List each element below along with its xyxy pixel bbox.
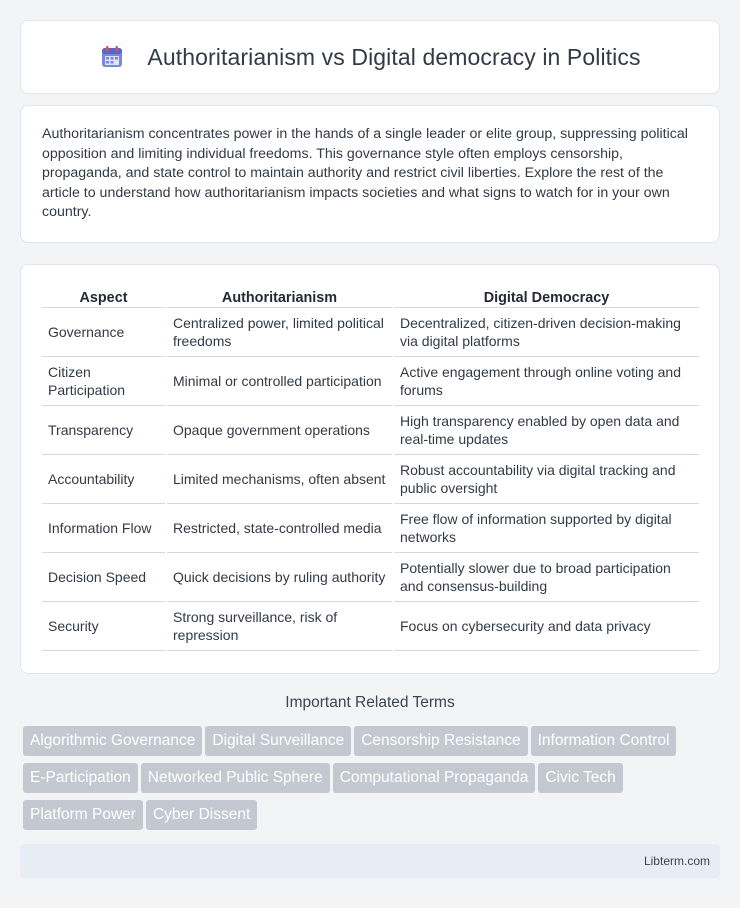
row-digital-democracy: Potentially slower due to broad participation and consensus-building [394,553,699,602]
tag-censorship-resistance[interactable]: Censorship Resistance [354,726,527,756]
row-authoritarianism: Centralized power, limited political freedoms [167,308,392,357]
row-digital-democracy: Robust accountability via digital tracking and public oversight [394,455,699,504]
row-authoritarianism: Minimal or controlled participation [167,357,392,406]
tag-platform-power[interactable]: Platform Power [23,800,143,830]
tag-algorithmic-governance[interactable]: Algorithmic Governance [23,726,202,756]
calendar-icon [99,44,125,70]
table-row [42,504,699,553]
comparison-card [20,264,720,674]
page-header [20,20,720,94]
row-aspect: Governance [42,308,165,357]
table-row [42,406,699,455]
table-row [42,553,699,602]
footer-site[interactable]: Libterm.com [643,854,710,868]
table-header-row [42,285,699,308]
table-row [42,455,699,504]
tag-e-participation[interactable]: E-Participation [23,763,138,793]
table-row [42,308,699,357]
intro-card [20,105,720,243]
row-aspect: Accountability [42,455,165,504]
tag-computational-propaganda[interactable]: Computational Propaganda [333,763,536,793]
row-digital-democracy: Focus on cybersecurity and data privacy [394,602,699,651]
header-authoritarianism: Authoritarianism [167,285,392,308]
footer [20,844,720,878]
tag-networked-public-sphere[interactable]: Networked Public Sphere [141,763,330,793]
tag-civic-tech[interactable]: Civic Tech [538,763,622,793]
table-row [42,357,699,406]
row-digital-democracy: Decentralized, citizen-driven decision-making via digital platforms [394,308,699,357]
row-authoritarianism: Quick decisions by ruling authority [167,553,392,602]
row-digital-democracy: High transparency enabled by open data and real-time updates [394,406,699,455]
row-digital-democracy: Free flow of information supported by digital networks [394,504,699,553]
related-terms-title: Important Related Terms [285,694,455,711]
related-terms-list [23,726,723,837]
row-aspect: Transparency [42,406,165,455]
row-aspect: Decision Speed [42,553,165,602]
table-row [42,602,699,651]
comparison-table [42,285,699,651]
tag-information-control[interactable]: Information Control [531,726,677,756]
tag-cyber-dissent[interactable]: Cyber Dissent [146,800,257,830]
row-aspect: Information Flow [42,504,165,553]
header-digital-democracy: Digital Democracy [394,285,699,308]
row-authoritarianism: Strong surveillance, risk of repression [167,602,392,651]
row-aspect: Security [42,602,165,651]
row-digital-democracy: Active engagement through online voting and forums [394,357,699,406]
intro-text: Authoritarianism concentrates power in the hands of a single leader or elite group, suppressing political opposition and limiting individual freedoms. This governance style often employs censorship, propaganda, and state control to maintain authority and restrict civil liberties. Explore the rest of the article to understand how authoritarianism impacts societies and what signs to watch for in your own country. [42,126,688,221]
tag-digital-surveillance[interactable]: Digital Surveillance [205,726,351,756]
row-aspect: Citizen Participation [42,357,165,406]
row-authoritarianism: Restricted, state-controlled media [167,504,392,553]
row-authoritarianism: Opaque government operations [167,406,392,455]
header-aspect: Aspect [42,285,165,308]
page-title: Authoritarianism vs Digital democracy in Politics [147,43,641,70]
row-authoritarianism: Limited mechanisms, often absent [167,455,392,504]
